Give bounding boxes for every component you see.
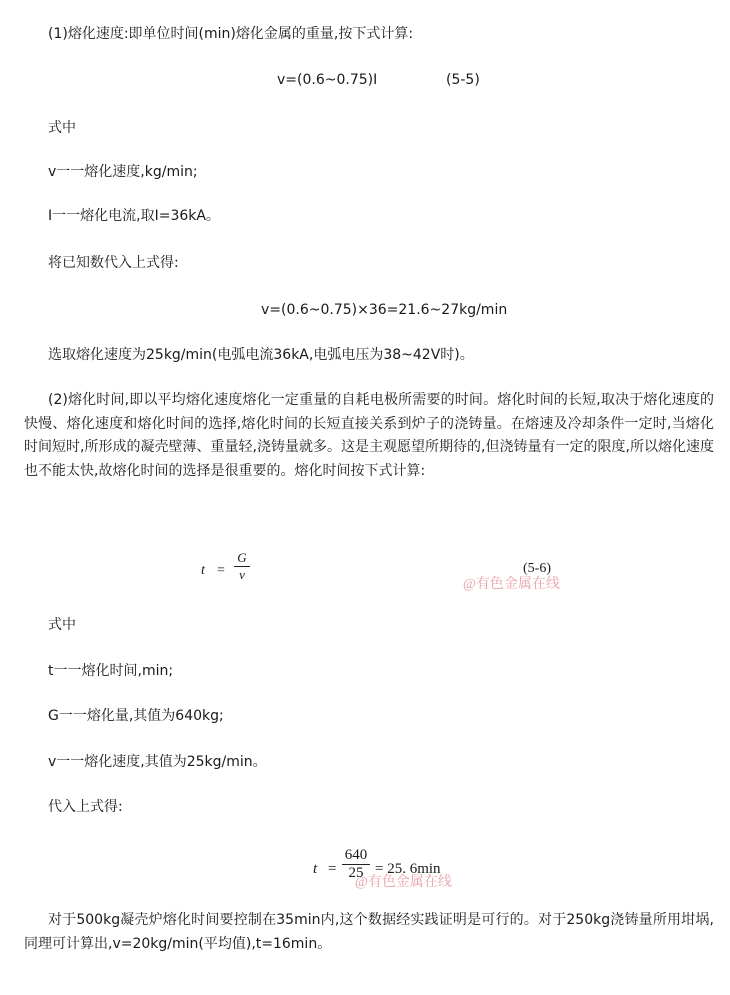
label-substitute-in: 代入上式得:	[48, 799, 123, 815]
equation-final-lhs: t	[313, 861, 318, 877]
fraction-numerator: G	[237, 550, 247, 565]
definition-I: I一一熔化电流,取I=36kA。	[48, 208, 220, 224]
equation-number-5-6: (5-6)	[523, 561, 551, 576]
fraction-denominator: 25	[348, 865, 364, 881]
watermark-1: @有色金属在线	[463, 577, 560, 592]
paragraph-conclusion: 对于500kg凝壳炉熔化时间要控制在35min内,这个数据经实践证明是可行的。对于250kg浇铸量所用坩埚,同理可计算出,v=20kg/min(平均值),t=16min。	[24, 912, 714, 952]
paragraph-melting-speed: (1)熔化速度:即单位时间(min)熔化金属的重量,按下式计算:	[48, 26, 414, 42]
equation-5-6-fraction	[234, 550, 250, 583]
definition-G: G一一熔化量,其值为640kg;	[48, 708, 224, 724]
paragraph-melting-time: (2)熔化时间,即以平均熔化速度熔化一定重量的自耗电极所需要的时间。熔化时间的长短,取决于熔化速度的快慢、熔化速度和熔化时间的选择,熔化时间的长短直接关系到炉子的浇铸量。在熔速及冷却条件一定时,当熔化时间短时,所形成的凝壳壁薄、重量轻,浇铸量就多。这是主观愿望所期待的,但浇铸量有一定的限度,所以熔化速度也不能太快,故熔化时间的选择是很重要的。熔化时间按下式计算:	[24, 392, 714, 479]
equation-5-6-equals: =	[217, 563, 225, 578]
equation-substituted: v=(0.6~0.75)×36=21.6~27kg/min	[261, 302, 508, 318]
paragraph-selected-speed: 选取熔化速度为25kg/min(电弧电流36kA,电弧电压为38~42V时)。	[48, 347, 474, 363]
equation-5-6-lhs: t	[201, 563, 205, 578]
equation-5-5: v=(0.6~0.75)I	[277, 72, 378, 88]
label-where-1: 式中	[48, 120, 76, 136]
equation-number-5-5: (5-5)	[446, 72, 480, 88]
label-where-2: 式中	[48, 617, 76, 633]
fraction-numerator: 640	[344, 847, 368, 863]
watermark-2: @有色金属在线	[355, 875, 452, 890]
definition-t: t一一熔化时间,min;	[48, 663, 174, 679]
label-substitute-known: 将已知数代入上式得:	[48, 255, 179, 271]
fraction-denominator: v	[239, 567, 245, 582]
equation-final-result: = 25. 6min	[375, 861, 441, 877]
equation-final-equals: =	[328, 861, 337, 877]
definition-v-value: v一一熔化速度,其值为25kg/min。	[48, 754, 267, 770]
definition-v: v一一熔化速度,kg/min;	[48, 164, 198, 180]
